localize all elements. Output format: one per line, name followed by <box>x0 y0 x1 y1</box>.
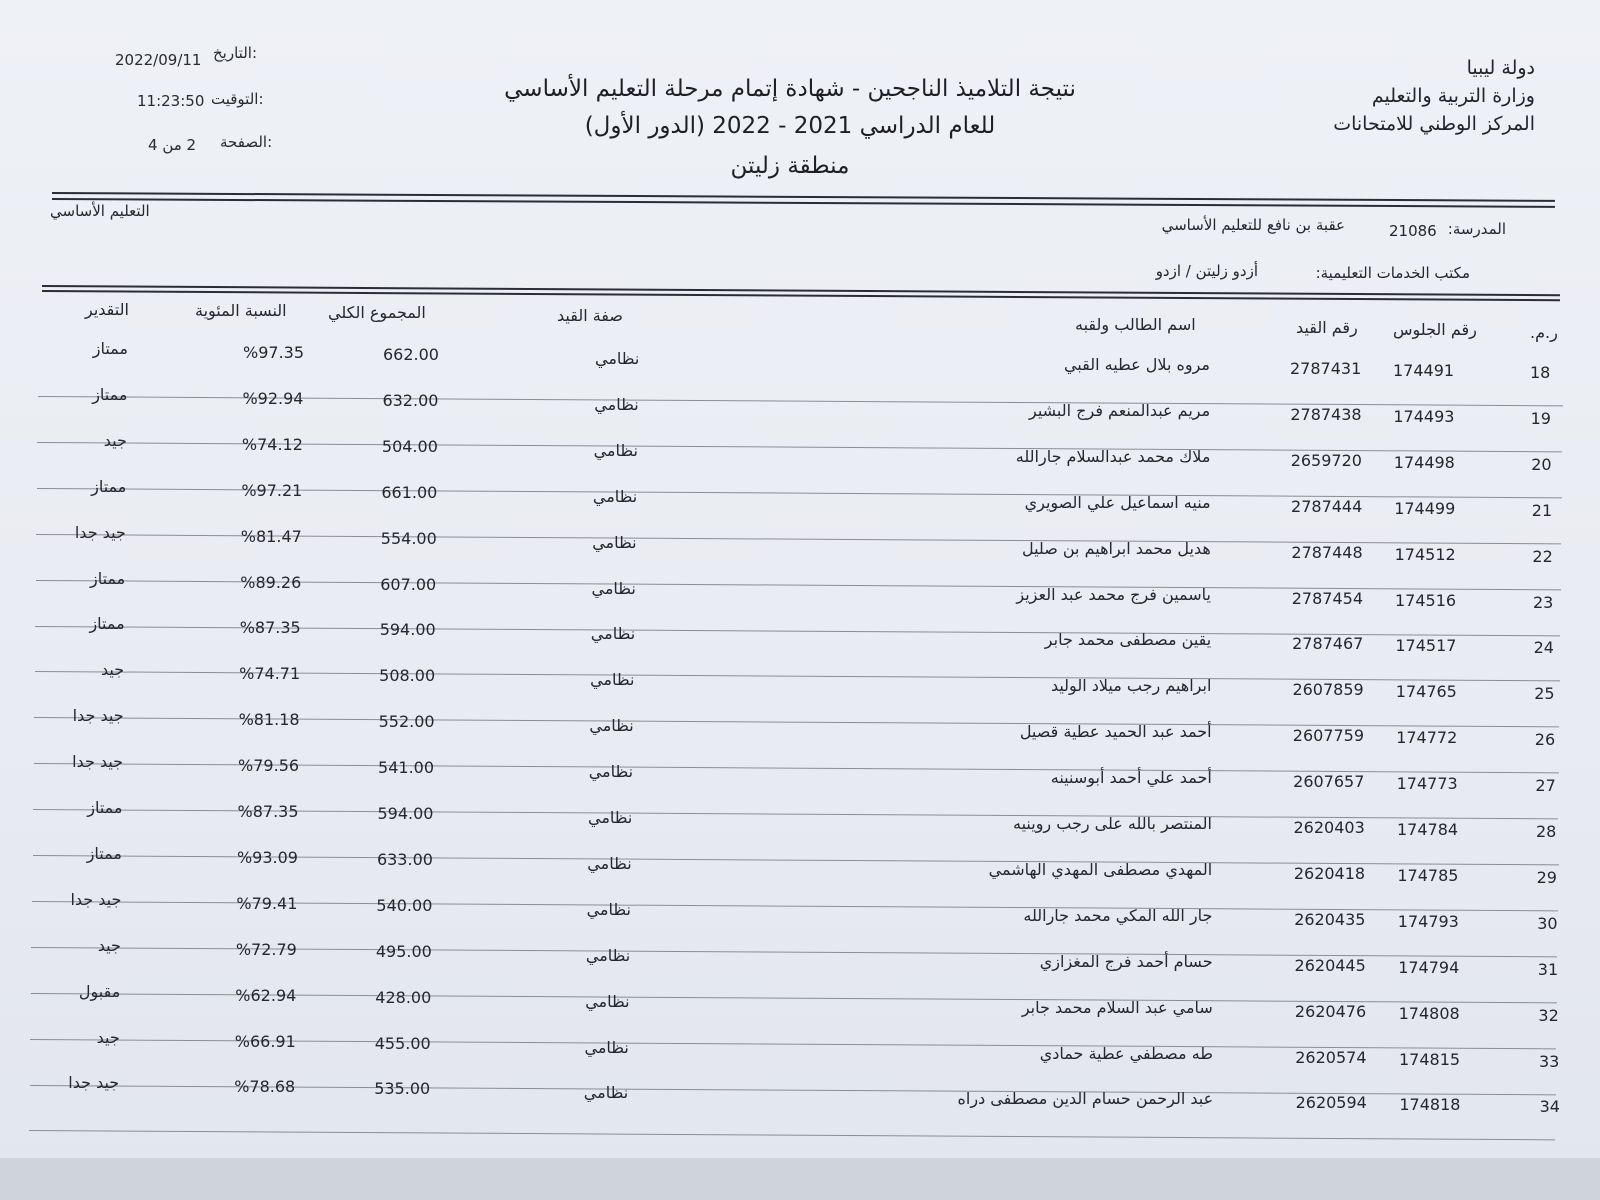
cell-serial: 34 <box>1539 1097 1560 1117</box>
time-value: 11:23:50 <box>137 92 205 110</box>
cell-percentage: %87.35 <box>239 618 301 638</box>
cell-serial: 29 <box>1536 867 1557 887</box>
cell-percentage: %74.71 <box>239 664 301 684</box>
table-divider-bottom <box>42 290 1560 301</box>
cell-serial: 26 <box>1534 730 1556 750</box>
cell-registration-number: 2620403 <box>1293 818 1365 837</box>
cell-seat-number: 174493 <box>1393 406 1455 426</box>
cell-serial: 25 <box>1534 684 1555 704</box>
cell-registration-status: نظامي <box>583 1083 629 1103</box>
cell-grade: جيد جدا <box>72 752 124 772</box>
cell-total-score: 594.00 <box>379 620 436 640</box>
cell-seat-number: 174512 <box>1394 544 1456 564</box>
cell-registration-number: 2607657 <box>1293 772 1365 792</box>
cell-grade: ممتاز <box>86 843 122 863</box>
report-title: نتيجة التلاميذ الناجحين - شهادة إتمام مرحلة التعليم الأساسي <box>504 76 1076 102</box>
cell-total-score: 632.00 <box>382 390 439 410</box>
cell-total-score: 504.00 <box>381 436 438 456</box>
cell-student-name: أحمد عبد الحميد عطية قصيل <box>1019 722 1212 742</box>
cell-student-name: مريم عبدالمنعم فرج البشير <box>1029 400 1211 420</box>
cell-serial: 21 <box>1531 500 1553 520</box>
cell-grade: ممتاز <box>92 384 128 404</box>
cell-student-name: ملاك محمد عبدالسلام جارالله <box>1015 446 1211 466</box>
cell-total-score: 607.00 <box>380 574 437 594</box>
cell-registration-number: 2787438 <box>1290 404 1362 424</box>
col-percentage: النسبة المئوية <box>195 301 287 320</box>
office-label: مكتب الخدمات التعليمية: <box>1315 264 1470 282</box>
cell-percentage: %81.47 <box>240 526 302 546</box>
col-registration-number: رقم القيد <box>1296 318 1358 337</box>
cell-seat-number: 174808 <box>1398 1003 1460 1023</box>
paper-edge <box>0 1158 1600 1200</box>
cell-registration-status: نظامي <box>591 578 636 598</box>
cell-seat-number: 174818 <box>1399 1095 1461 1115</box>
col-grade: التقدير <box>85 300 129 319</box>
cell-student-name: مروه بلال عطيه القبي <box>1063 355 1210 374</box>
cell-student-name: منيه اسماعيل علي الصويري <box>1024 492 1211 512</box>
cell-grade: ممتاز <box>89 614 125 634</box>
cell-seat-number: 174498 <box>1393 452 1455 472</box>
cell-seat-number: 174765 <box>1395 682 1457 702</box>
cell-percentage: %89.26 <box>240 572 302 592</box>
academic-year: للعام الدراسي 2021 - 2022 (الدور الأول) <box>584 113 996 139</box>
cell-seat-number: 174785 <box>1397 865 1459 885</box>
cell-registration-status: نظامي <box>585 991 630 1011</box>
cell-seat-number: 174499 <box>1394 498 1456 518</box>
cell-percentage: %78.68 <box>234 1077 296 1097</box>
cell-grade: جيد جدا <box>72 706 124 726</box>
cell-seat-number: 174773 <box>1396 774 1458 794</box>
cell-registration-number: 2787431 <box>1290 359 1362 378</box>
col-student-name: اسم الطالب ولقبه <box>1075 315 1196 334</box>
cell-registration-status: نظامي <box>589 716 634 736</box>
cell-grade: ممتاز <box>90 568 126 588</box>
cell-student-name: أحمد علي أحمد أبوسنينه <box>1050 768 1212 788</box>
cell-total-score: 541.00 <box>378 758 435 778</box>
cell-registration-status: نظامي <box>595 349 640 368</box>
cell-percentage: %72.79 <box>235 939 297 959</box>
cell-grade: جيد <box>97 935 121 955</box>
cell-student-name: هديل محمد ابراهيم بن صليل <box>1021 538 1211 558</box>
table-row <box>29 1073 1560 1131</box>
cell-registration-number: 2620476 <box>1294 1001 1367 1021</box>
col-total-score: المجموع الكلي <box>328 303 426 322</box>
region-name: منطقة زليتن <box>730 153 850 179</box>
cell-student-name: المهدي مصطفى المهدي الهاشمي <box>988 859 1213 879</box>
cell-registration-status: نظامي <box>594 394 639 414</box>
cell-total-score: 661.00 <box>381 482 438 502</box>
cell-registration-number: 2620435 <box>1294 909 1366 929</box>
cell-total-score: 554.00 <box>380 528 437 548</box>
cell-registration-number: 2787467 <box>1292 634 1364 654</box>
cell-registration-status: نظامي <box>593 440 638 460</box>
cell-student-name: المنتصر بالله على رجب روينيه <box>1013 814 1212 833</box>
cell-registration-status: نظامي <box>590 624 636 644</box>
page-value: 2 من 4 <box>148 136 197 154</box>
cell-percentage: %79.56 <box>238 756 300 776</box>
cell-registration-number: 2659720 <box>1290 450 1362 470</box>
cell-serial: 28 <box>1536 822 1557 841</box>
page-label: الصفحة: <box>220 133 273 151</box>
cell-percentage: %81.18 <box>238 710 300 730</box>
cell-serial: 19 <box>1530 408 1551 428</box>
cell-total-score: 540.00 <box>376 895 433 915</box>
cell-percentage: %74.12 <box>241 434 303 454</box>
cell-grade: ممتاز <box>92 339 128 358</box>
cell-total-score: 508.00 <box>379 666 436 686</box>
cell-registration-number: 2787444 <box>1291 496 1363 516</box>
cell-serial: 30 <box>1537 913 1558 933</box>
cell-total-score: 662.00 <box>383 345 439 364</box>
cell-registration-number: 2620418 <box>1293 863 1366 883</box>
cell-seat-number: 174772 <box>1396 728 1458 748</box>
cell-seat-number: 174815 <box>1399 1049 1461 1069</box>
cell-serial: 23 <box>1533 592 1554 612</box>
cell-grade: ممتاز <box>91 476 127 496</box>
cell-registration-status: نظامي <box>588 762 634 782</box>
cell-student-name: ابراهيم رجب ميلاد الوليد <box>1050 676 1212 696</box>
state-name: دولة ليبيا <box>1466 57 1535 79</box>
cell-serial: 18 <box>1530 363 1551 382</box>
col-registration-status: صفة القيد <box>557 306 623 325</box>
cell-grade: جيد جدا <box>68 1073 120 1093</box>
cell-student-name: جار الله المكي محمد جارالله <box>1023 905 1213 925</box>
cell-percentage: %92.94 <box>242 388 304 408</box>
cell-grade: جيد <box>103 430 127 450</box>
school-name: عقبة بن نافع للتعليم الأساسي <box>1161 216 1345 234</box>
cell-registration-status: نظامي <box>592 532 637 552</box>
cell-registration-number: 2620445 <box>1294 955 1366 975</box>
date-value: 2022/09/11 <box>115 51 202 69</box>
cell-student-name: ياسمين فرج محمد عبد العزيز <box>1016 584 1211 604</box>
cell-serial: 24 <box>1533 638 1554 658</box>
school-label: المدرسة: <box>1447 220 1506 238</box>
cell-seat-number: 174516 <box>1395 590 1457 610</box>
cell-registration-status: نظامي <box>585 945 631 965</box>
cell-serial: 27 <box>1535 776 1556 796</box>
cell-grade: جيد جدا <box>70 889 122 909</box>
cell-registration-status: نظامي <box>587 853 632 873</box>
ministry-name: وزارة التربية والتعليم <box>1371 85 1535 107</box>
time-label: التوقيت: <box>211 90 264 108</box>
cell-student-name: حسام أحمد فرج المغزازي <box>1039 951 1213 971</box>
cell-total-score: 633.00 <box>376 849 433 869</box>
cell-percentage: %66.91 <box>234 1031 296 1051</box>
cell-seat-number: 174491 <box>1393 361 1455 380</box>
cell-registration-status: نظامي <box>592 486 638 506</box>
cell-total-score: 455.00 <box>374 1033 431 1053</box>
col-seat-number: رقم الجلوس <box>1393 320 1477 339</box>
education-stage: التعليم الأساسي <box>50 202 150 220</box>
office-value: أزدو زليتن / ازدو <box>1155 262 1258 280</box>
cell-grade: مقبول <box>78 981 121 1001</box>
cell-registration-status: نظامي <box>584 1037 629 1057</box>
cell-registration-number: 2620594 <box>1295 1093 1367 1113</box>
cell-registration-status: نظامي <box>590 670 635 690</box>
cell-total-score: 428.00 <box>375 987 432 1007</box>
cell-student-name: عبد الرحمن حسام الدين مصطفى دراه <box>957 1089 1214 1109</box>
cell-registration-number: 2607759 <box>1292 726 1365 746</box>
cell-percentage: %62.94 <box>235 985 297 1005</box>
cell-total-score: 552.00 <box>378 712 435 732</box>
cell-grade: ممتاز <box>87 798 123 817</box>
cell-registration-number: 2620574 <box>1295 1047 1367 1067</box>
cell-seat-number: 174784 <box>1397 820 1459 839</box>
cell-student-name: طه مصطفي عطية حمادي <box>1039 1043 1213 1063</box>
cell-seat-number: 174794 <box>1398 957 1460 977</box>
cell-serial: 33 <box>1539 1051 1560 1071</box>
cell-total-score: 535.00 <box>374 1079 431 1099</box>
cell-registration-status: نظامي <box>588 808 633 827</box>
cell-registration-number: 2787448 <box>1291 542 1363 562</box>
cell-registration-number: 2607859 <box>1292 680 1364 700</box>
cell-serial: 32 <box>1538 1005 1559 1025</box>
cell-serial: 22 <box>1532 546 1553 566</box>
cell-registration-status: نظامي <box>586 899 631 919</box>
cell-percentage: %97.21 <box>241 480 303 500</box>
school-code: 21086 <box>1389 222 1437 240</box>
cell-grade: جيد <box>101 660 125 680</box>
cell-registration-number: 2787454 <box>1291 588 1364 608</box>
cell-grade: جيد <box>96 1027 120 1047</box>
row-divider <box>29 1130 1555 1140</box>
col-serial: ر.م. <box>1530 323 1558 342</box>
cell-student-name: سامي عبد السلام محمد جابر <box>1021 997 1213 1017</box>
cell-total-score: 594.00 <box>377 804 434 823</box>
cell-serial: 20 <box>1531 454 1552 474</box>
cell-total-score: 495.00 <box>375 941 432 961</box>
cell-seat-number: 174517 <box>1395 636 1457 656</box>
cell-student-name: يقين مصطفى محمد جابر <box>1044 630 1212 650</box>
cell-percentage: %93.09 <box>236 847 298 867</box>
date-label: التاريخ: <box>213 44 257 62</box>
cell-percentage: %97.35 <box>243 343 305 362</box>
cell-serial: 31 <box>1537 959 1559 979</box>
cell-seat-number: 174793 <box>1397 911 1459 931</box>
cell-percentage: %79.41 <box>236 893 298 913</box>
exam-center-name: المركز الوطني للامتحانات <box>1333 113 1535 135</box>
cell-percentage: %87.35 <box>237 802 299 821</box>
cell-grade: جيد جدا <box>74 522 126 542</box>
